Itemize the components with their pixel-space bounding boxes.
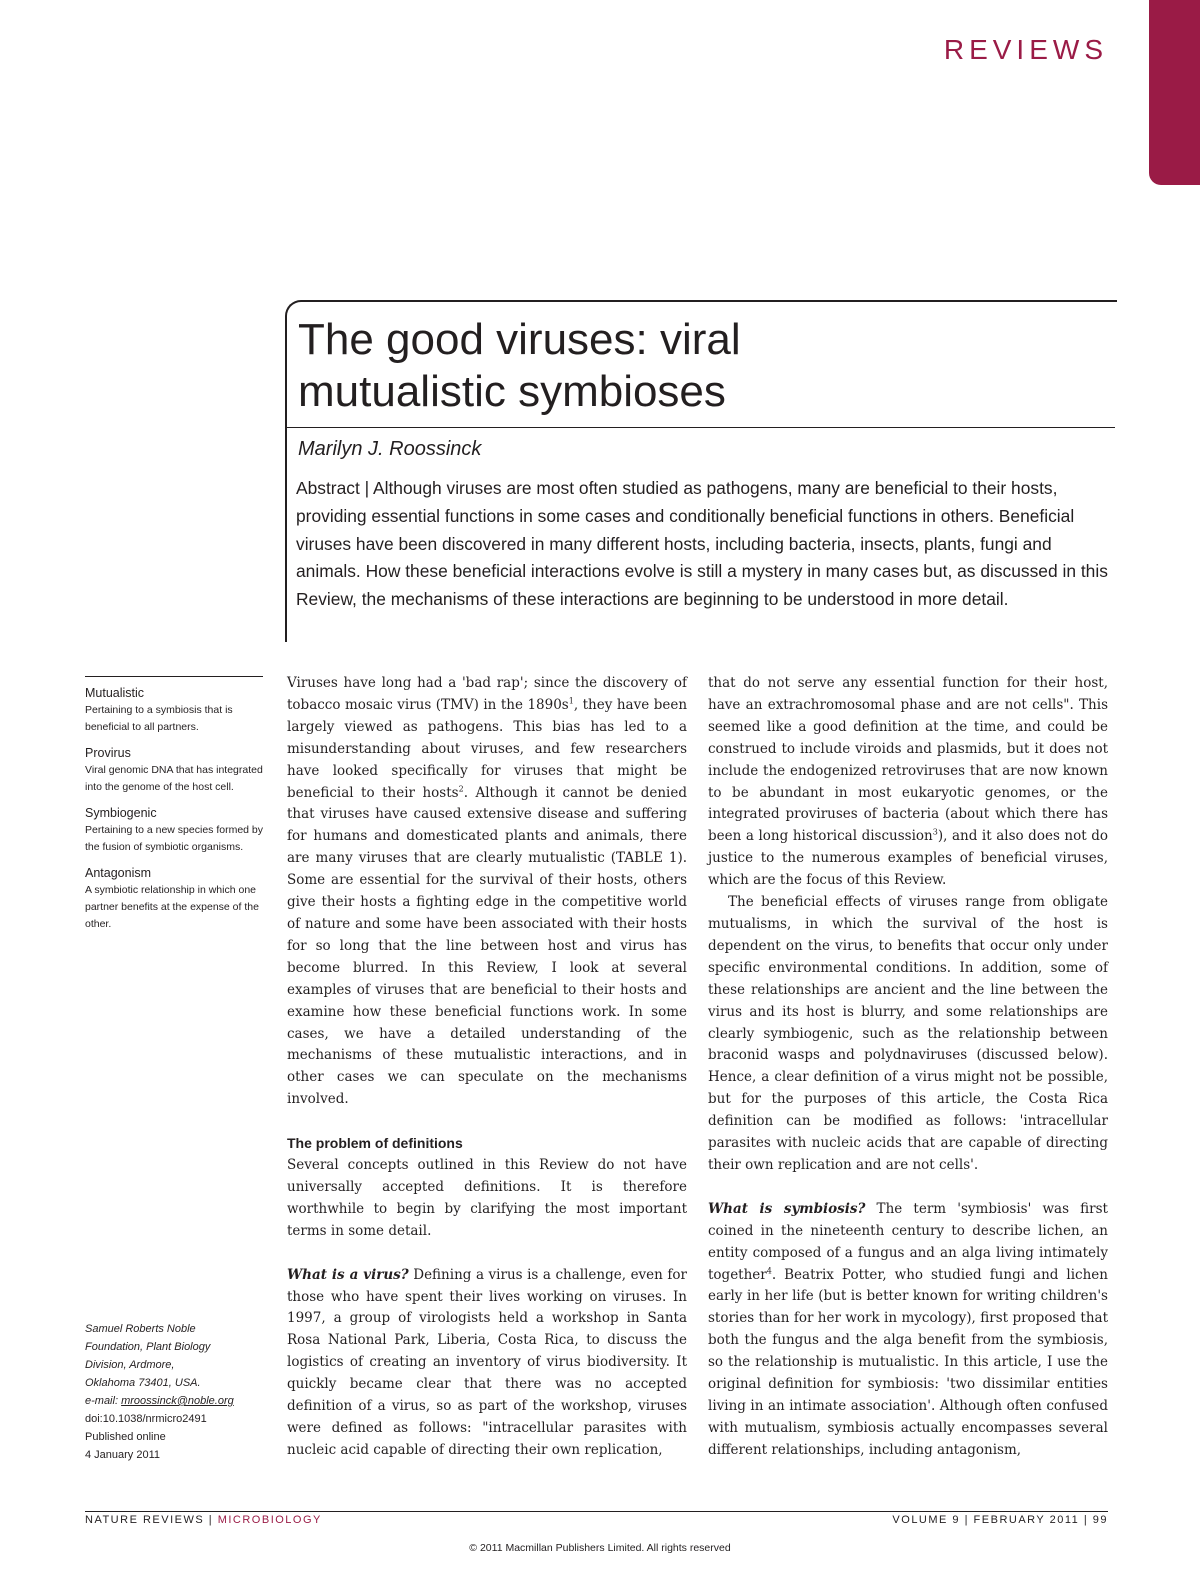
issue-info: VOLUME 9 | FEBRUARY 2011 | 99 xyxy=(892,1514,1108,1526)
journal-title: NATURE REVIEWS xyxy=(85,1514,205,1526)
author-name: Marilyn J. Roossinck xyxy=(298,438,482,460)
section-heading: The problem of definitions xyxy=(287,1135,463,1152)
volume: VOLUME 9 xyxy=(892,1514,961,1526)
section-tab-marker xyxy=(1149,0,1200,185)
affiliation-line: Foundation, Plant Biology xyxy=(85,1341,211,1353)
text-run: . Beatrix Potter, who studied fungi and lichen early in her life (but is better known for writing children's stories than for her work in mycology), first proposed that both the fungus and the alga benefit from the symbiosis, so the relationship is mutualistic. In this article, I use the original definition for symbiosis: 'two dissimilar entities living in an intimate association'. Although often confused with mutualism, symbiosis actually encompasses several different relationships, including antagonism, xyxy=(708,1266,1108,1458)
reference[interactable]: 1 xyxy=(568,696,574,706)
glossary-definition: Pertaining to a new species formed by the fusion of symbiotic organisms. xyxy=(85,824,264,853)
body-column-2 xyxy=(708,673,1108,1462)
paragraph: The beneficial effects of viruses range from obligate mutualisms, in which the survival of the host is dependent on the virus, to benefits that occur only under specific environmental conditions. In addition, some of these relationships are ancient and the line between the virus and its host is blurry, and some relationships are clearly symbiogenic, such as the relationship between braconid wasps and polydnaviruses (discussed below). Hence, a clear definition of a virus might not be possible, but for the purposes of this article, the Costa Rica definition can be modified as follows: 'intracellular parasites with nucleic acids that are capable of directing their own replication and are not cells'. xyxy=(708,894,1108,1173)
text-run: The term 'symbiosis' was first coined in the nineteenth century to describe lichen, an entity composed of a fungus and an alga living intimately together xyxy=(708,1200,1108,1283)
run-in-heading: What is a virus? xyxy=(287,1266,409,1283)
abstract: Abstract | Although viruses are most often studied as pathogens, many are beneficial to their hosts, providing essential functions in some cases and conditionally beneficial functions in others. Beneficial viruses have been discovered in many different hosts, including bacteria, insects, plants, fungi and animals. How these beneficial interactions evolve is still a mystery in many cases but, as discussed in this Review, the mechanisms of these interactions are beginning to be understood in more detail. xyxy=(296,478,1108,610)
glossary-term: Provirus xyxy=(85,746,131,760)
article-title xyxy=(298,314,1098,418)
text-run: Defining a virus is a challenge, even for those who have spent their lives working on viruses. In 1997, a group of virologists held a workshop in Santa Rosa National Park, Liberia, Costa Rica, to discuss the logistics of creating an inventory of virus biodiversity. It quickly became clear that there was no accepted definition of a virus, so as part of the workshop, viruses were defined as follows: "intracellular parasites with nucleic acid capable of directing their own replication, xyxy=(287,1266,687,1458)
body-column-1 xyxy=(287,673,687,1462)
text-run: Viruses have long had a 'bad rap'; since the discovery of tobacco mosaic virus (TMV) in the 1890s xyxy=(287,675,687,713)
author-affiliation xyxy=(85,1320,265,1464)
published-date: 4 January 2011 xyxy=(85,1449,161,1461)
paragraph xyxy=(287,1265,687,1462)
glossary-item xyxy=(85,686,265,736)
email-link[interactable]: mroossinck@noble.org xyxy=(121,1395,234,1407)
glossary-definition: Viral genomic DNA that has integrated into the genome of the host cell. xyxy=(85,764,263,793)
glossary-item xyxy=(85,806,265,856)
reference[interactable]: 4 xyxy=(766,1266,772,1276)
title-line-2: mutualistic symbioses xyxy=(298,367,726,416)
text-run: ), and it also does not do justice to the numerous examples of beneficial viruses, which are the focus of this Review. xyxy=(708,828,1109,889)
paragraph xyxy=(287,673,687,1111)
journal-name: NATURE REVIEWS | MICROBIOLOGY xyxy=(85,1514,322,1526)
title-divider xyxy=(286,427,1115,428)
footer-divider xyxy=(85,1511,1108,1512)
text-run: . Although it cannot be denied that viruses have caused extensive disease and suffering for humans and domesticated plants and animals, there are many viruses that are clearly mutualistic (TABLE 1). Some are essential for the survival of their hosts, others give their hosts a fighting edge in the competitive world of nature and some have been associated with their hosts for so long that the line between host and virus has become blurred. In this Review, I look at several examples of viruses that are beneficial to their hosts and examine how these beneficial functions work. In some cases, we have a detailed understanding of the mechanisms of these mutualistic interactions, and in other cases we can speculate on the mechanisms involved. xyxy=(287,784,687,1108)
run-in-heading: What is symbiosis? xyxy=(708,1200,866,1217)
glossary-term: Antagonism xyxy=(85,866,152,880)
glossary-term: Mutualistic xyxy=(85,686,145,700)
section-label: REVIEWS xyxy=(943,34,1108,65)
text-run: that do not serve any essential function for their host, have an extrachromosomal phase and are not cells". This seemed like a good definition at the time, and could be construed to include viroids and plasmids, but it does not include the endogenized retroviruses that are now known to be abundant in most eukaryotic genomes, or the integrated proviruses of bacteria (about which there has been a long historical discussion xyxy=(708,675,1108,845)
glossary-item xyxy=(85,866,265,933)
glossary-definition: A symbiotic relationship in which one partner benefits at the expense of the other. xyxy=(85,884,259,930)
affiliation-line: Division, Ardmore, xyxy=(85,1359,175,1371)
page-number: 99 xyxy=(1092,1514,1108,1526)
issue-date: FEBRUARY 2011 xyxy=(973,1514,1080,1526)
glossary xyxy=(85,676,265,943)
reference[interactable]: 2 xyxy=(458,784,464,794)
affiliation-line: Samuel Roberts Noble xyxy=(85,1323,196,1335)
email-label: e-mail: xyxy=(85,1395,119,1407)
paragraph xyxy=(708,1199,1108,1462)
journal-subject: MICROBIOLOGY xyxy=(217,1514,322,1526)
published-label: Published online xyxy=(85,1431,166,1443)
paragraph xyxy=(708,673,1108,892)
reference[interactable]: 3 xyxy=(932,827,938,837)
glossary-term: Symbiogenic xyxy=(85,806,157,820)
glossary-definition: Pertaining to a symbiosis that is beneficial to all partners. xyxy=(85,704,233,733)
doi: doi:10.1038/nrmicro2491 xyxy=(85,1413,207,1425)
affiliation-line: Oklahoma 73401, USA. xyxy=(85,1377,201,1389)
paragraph: Several concepts outlined in this Review do not have universally accepted definitions. It is therefore worthwhile to begin by clarifying the most important terms in some detail. xyxy=(287,1157,687,1239)
text-run: , they have been largely viewed as pathogens. This bias has led to a misunderstanding about viruses, and few researchers have looked specifically for viruses that might be beneficial to their hosts xyxy=(287,696,688,801)
glossary-item xyxy=(85,746,265,796)
email-row xyxy=(85,1392,265,1410)
title-line-1: The good viruses: viral xyxy=(298,315,741,364)
copyright: © 2011 Macmillan Publishers Limited. All rights reserved xyxy=(469,1542,731,1554)
